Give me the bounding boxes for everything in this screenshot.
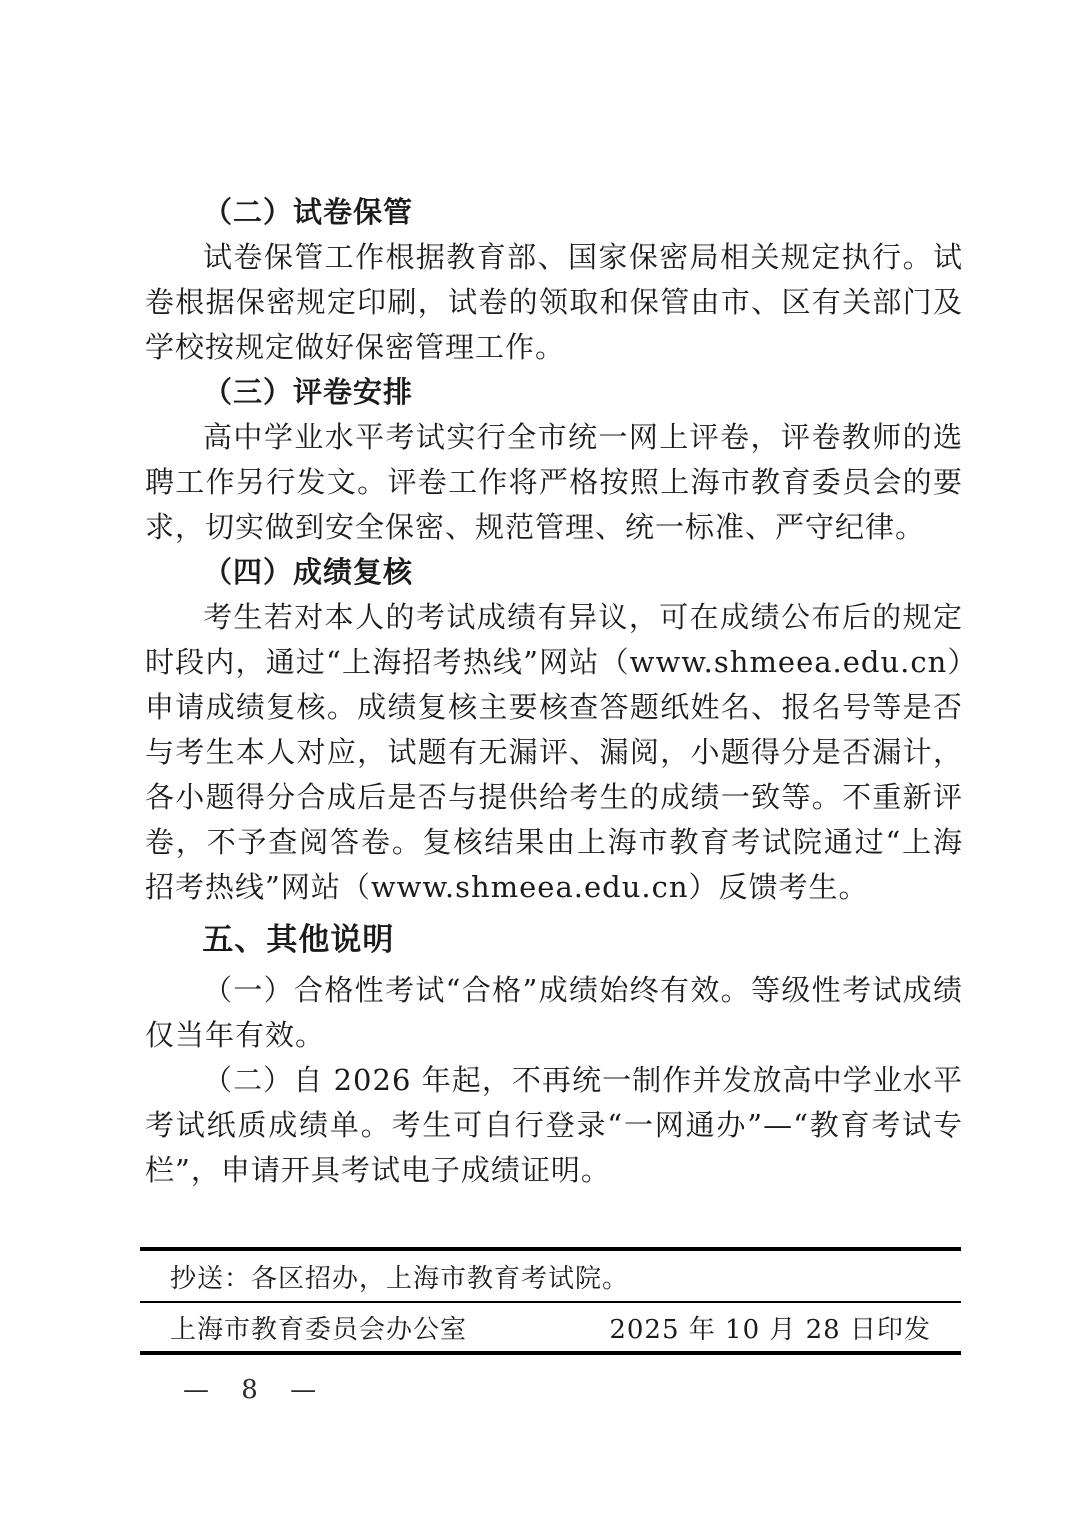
paragraph: 试卷保管工作根据教育部、国家保密局相关规定执行。试卷根据保密规定印刷，试卷的领取和保管由市、区有关部门及学校按规定做好保密管理工作。 <box>145 240 963 364</box>
paragraph: （二）自 2026 年起，不再统一制作并发放高中学业水平考试纸质成绩单。考生可自行登录“一网通办”—“教育考试专栏”，申请开具考试电子成绩证明。 <box>145 1063 963 1187</box>
document-footer <box>140 1247 961 1355</box>
paragraph: 高中学业水平考试实行全市统一网上评卷，评卷教师的选聘工作另行发文。评卷工作将严格按照上海市教育委员会的要求，切实做到安全保密、规范管理、统一标准、严守纪律。 <box>145 420 963 544</box>
cc-row <box>140 1251 961 1303</box>
print-date: 2025 年 10 月 28 日印发 <box>609 1314 931 1345</box>
document-body <box>145 190 963 1193</box>
paragraph: 考生若对本人的考试成绩有异议，可在成绩公布后的规定时段内，通过“上海招考热线”网站（www.shmeea.edu.cn）申请成绩复核。成绩复核主要核查答题纸姓名、报名号等是否与考生本人对应，试题有无漏评、漏阅，小题得分是否漏计，各小题得分合成后是否与提供给考生的成绩一致等。不重新评卷，不予查阅答卷。复核结果由上海市教育考试院通过“上海招考热线”网站（www.shmeea.edu.cn）反馈考生。 <box>145 600 963 904</box>
section-heading: 五、其他说明 <box>202 922 395 958</box>
issuer-row <box>140 1303 961 1351</box>
subheading: （三）评卷安排 <box>203 375 414 409</box>
cc-line: 抄送：各区招办，上海市教育考试院。 <box>170 1263 630 1294</box>
issuer-name: 上海市教育委员会办公室 <box>170 1314 468 1345</box>
footer-bottom-rule <box>140 1351 961 1355</box>
paragraph: （一）合格性考试“合格”成绩始终有效。等级性考试成绩仅当年有效。 <box>145 973 963 1052</box>
page-number: — 8 — <box>183 1375 317 1405</box>
subheading: （四）成绩复核 <box>203 555 414 589</box>
subheading: （二）试卷保管 <box>203 195 414 229</box>
